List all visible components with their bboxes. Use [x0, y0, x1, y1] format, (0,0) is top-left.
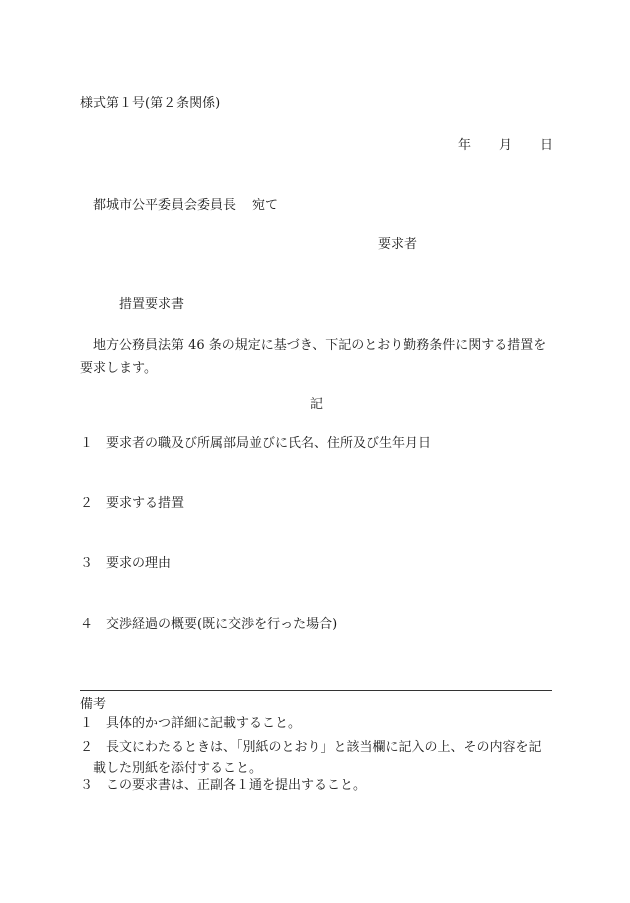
requester-label: 要求者 [378, 237, 418, 252]
note-number: ２ [80, 740, 94, 755]
note-number: １ [80, 716, 94, 731]
item-text: 要求者の職及び所属部局並びに氏名、住所及び生年月日 [106, 436, 432, 451]
item-number: １ [80, 436, 94, 451]
date-line [458, 139, 553, 152]
list-item [80, 557, 171, 570]
item-number: ４ [80, 617, 94, 632]
date-year-label: 年 [458, 138, 472, 153]
item-text: 交渉経過の概要(既に交渉を行った場合) [106, 617, 338, 632]
list-item [80, 497, 184, 510]
item-text: 要求する措置 [106, 496, 185, 511]
note-number: ３ [80, 778, 94, 793]
addressee-name: 都城市公平委員会委員長 [93, 198, 237, 213]
list-item [80, 618, 337, 631]
form-number: 様式第１号(第２条関係) [80, 96, 221, 111]
addressee-suffix: 宛て [252, 198, 279, 213]
date-month-label: 月 [499, 138, 513, 153]
note-item [80, 737, 552, 779]
date-day-label: 日 [540, 138, 554, 153]
item-text: 要求の理由 [106, 556, 172, 571]
document-title: 措置要求書 [119, 297, 185, 312]
note-text: 長文にわたるときは、「別紙のとおり」と該当欄に記入の上、その内容を記 [106, 740, 542, 755]
list-item [80, 437, 431, 450]
notes-heading: 備考 [80, 697, 107, 712]
addressee [93, 199, 278, 212]
note-item [80, 717, 301, 730]
item-number: ３ [80, 556, 94, 571]
item-number: ２ [80, 496, 94, 511]
ki-heading: 記 [310, 397, 324, 412]
note-text: この要求書は、正副各１通を提出すること。 [106, 778, 367, 793]
note-item [80, 779, 366, 792]
divider [80, 690, 552, 691]
body-text: 地方公務員法第 46 条の規定に基づき、下記のとおり勤務条件に関する措置を要求します。 [80, 338, 547, 376]
note-text-continued: 載した別紙を添付すること。 [93, 761, 263, 776]
note-text: 具体的かつ詳細に記載すること。 [106, 716, 302, 731]
